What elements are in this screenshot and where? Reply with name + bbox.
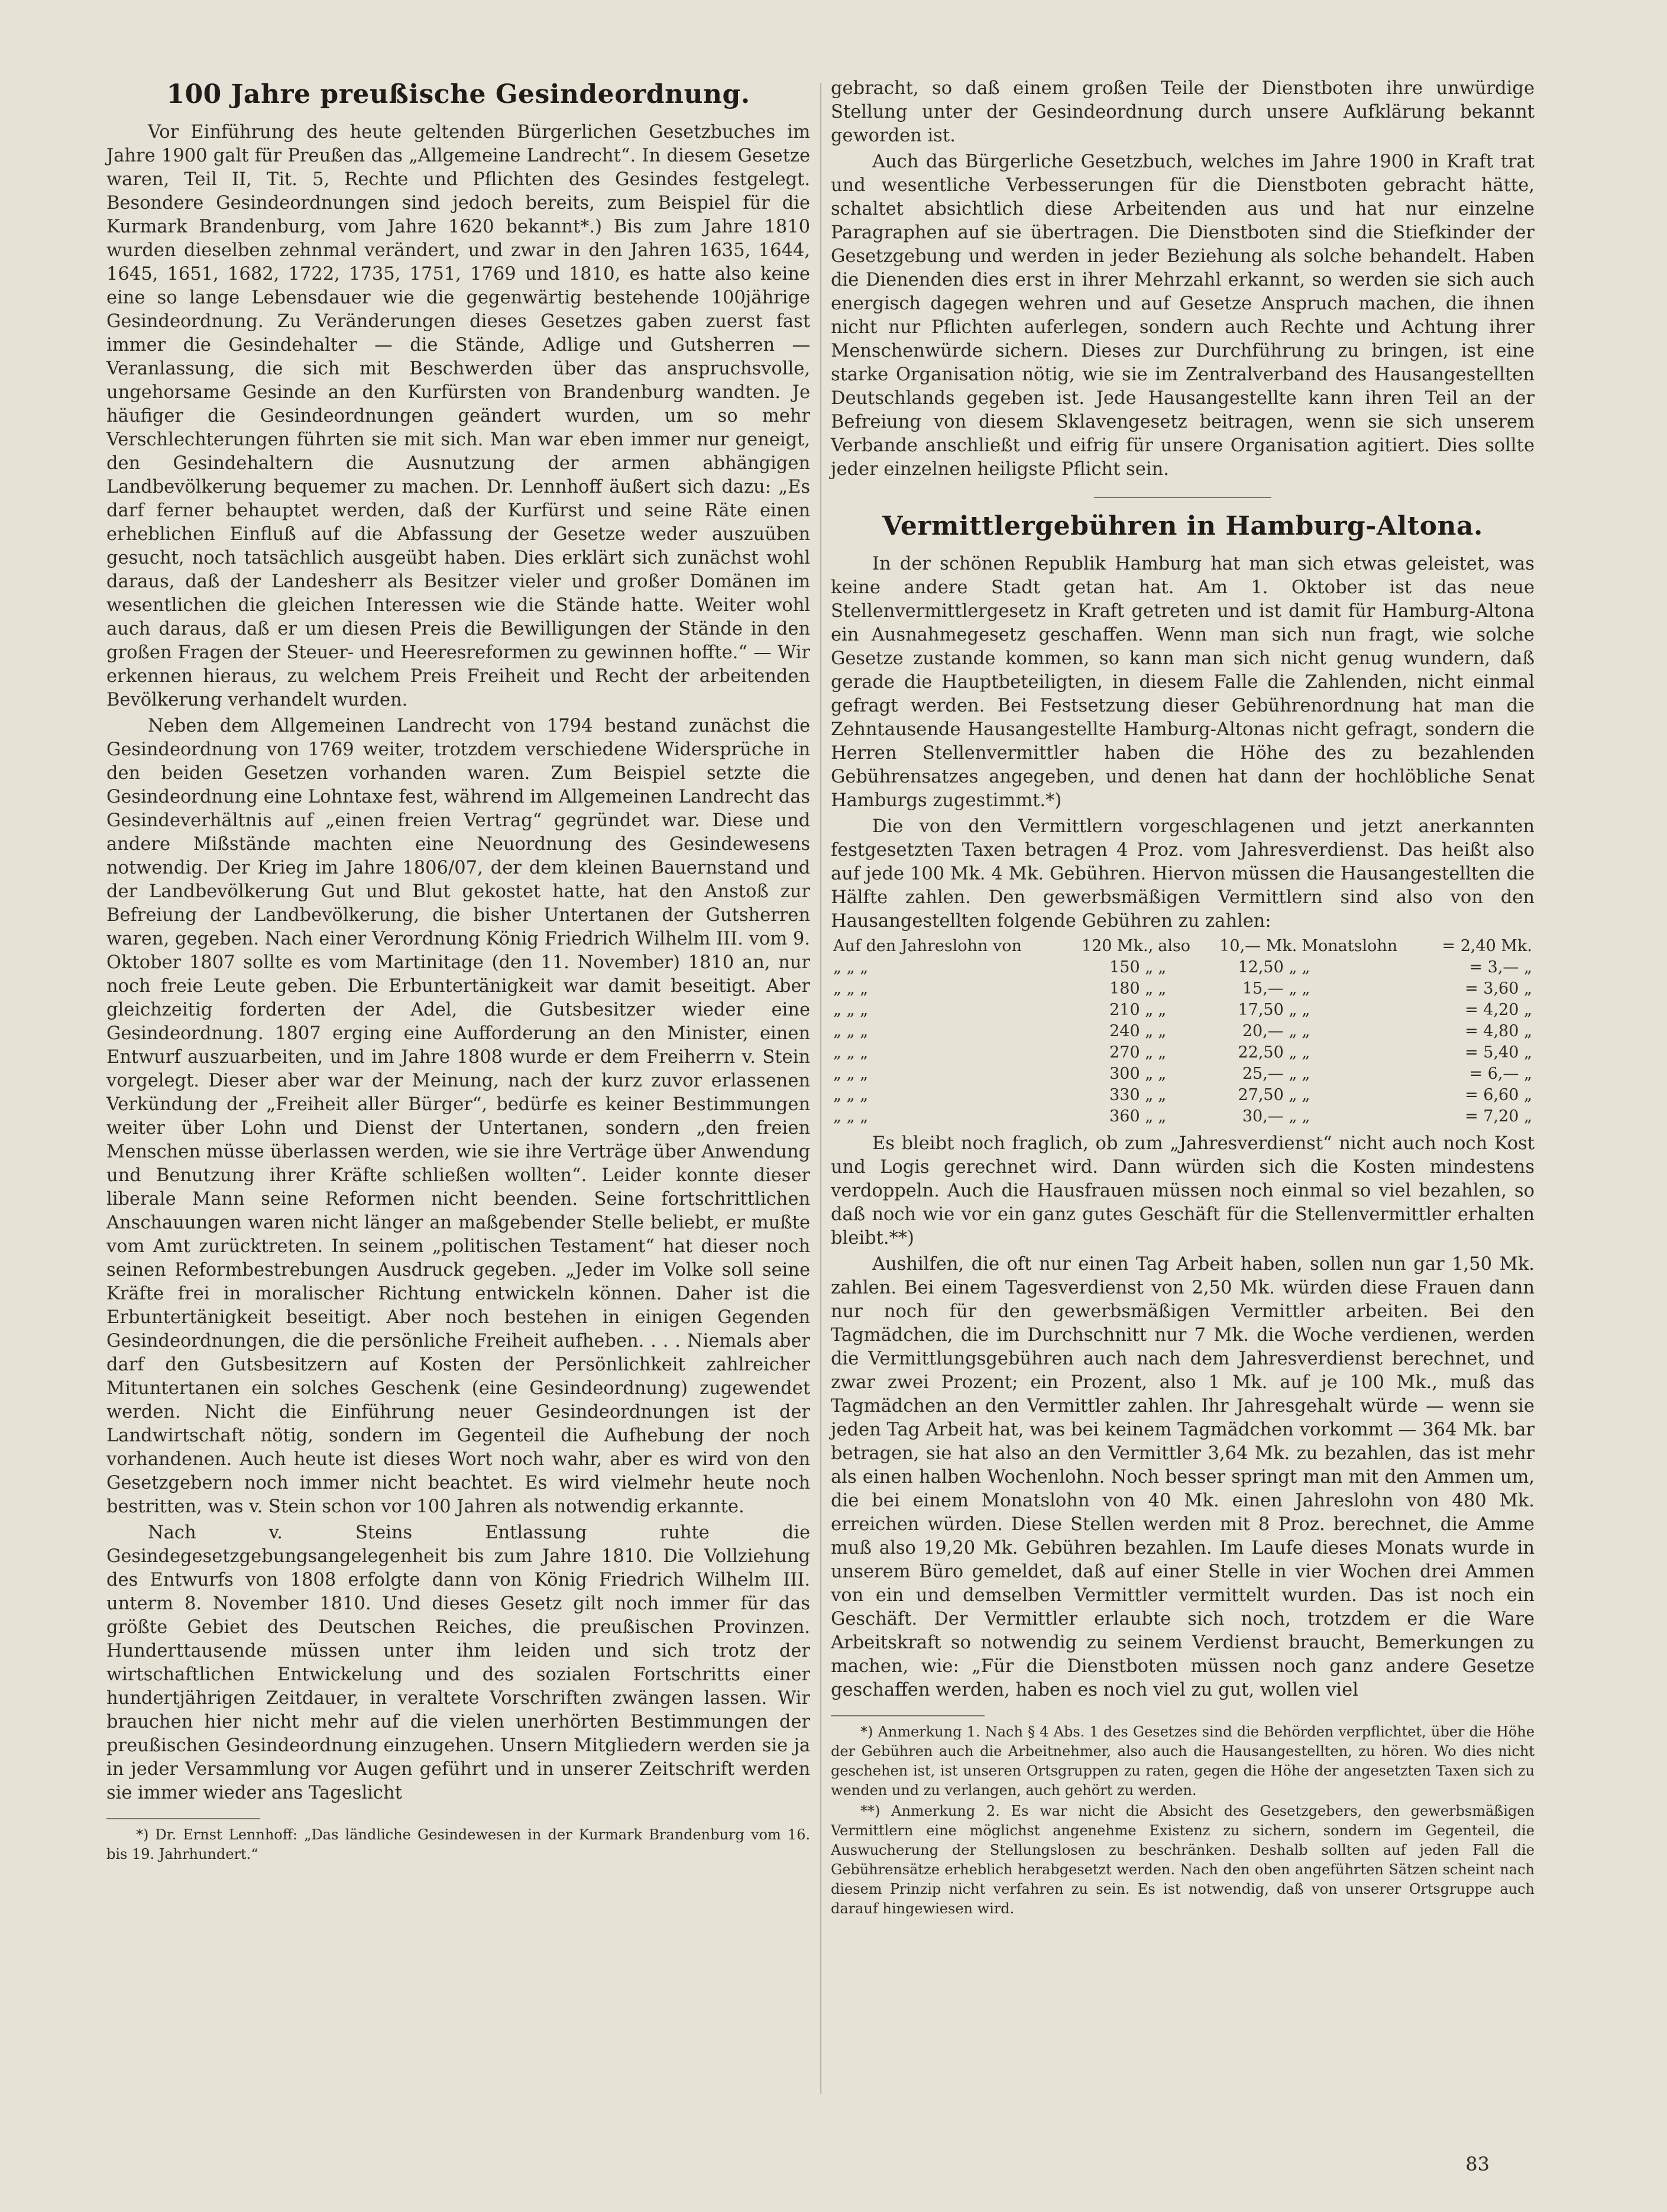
fee-table-cell: 12,50 „ <box>1238 958 1297 976</box>
fee-table-row <box>831 1000 1535 1021</box>
right-paragraph-3: Es bleibt noch fraglich, ob zum „Jahresverdienst“ nicht auch noch Kost und Logis gerechnet wird. Dann würden sich die Kosten mindestens verdoppeln. Auch die Hausfrauen müssen noch einmal so viel bezahlen, so daß noch wie vor ein ganz gutes Geschäft für die Stellenvermittler erhalten bleibt.**) <box>831 1133 1535 1249</box>
fee-table-cell: „ „ „ <box>833 1043 869 1062</box>
left-paragraph-1: Vor Einführung des heute geltenden Bürgerlichen Gesetzbuches im Jahre 1900 galt für Preußen das „Allgemeine Landrecht“. In diesem Gesetze waren, Teil II, Tit. 5, Rechte und Pflichten des Gesindes festgelegt. Besondere Gesindeordnungen sind jedoch bereits, zum Beispiel für die Kurmark Brandenburg, vom Jahre 1620 bekannt*.) Bis zum Jahre 1810 wurden dieselben zehnmal verändert, und zwar in den Jahren 1635, 1644, 1645, 1651, 1682, 1722, 1735, 1751, 1769 und 1810, es hatte also keine eine so lange Lebensdauer wie die gegenwärtig bestehende 100jährige Gesindeordnung. Zu Veränderungen dieses Gesetzes gaben zuerst fast immer die Gesindehalter — die Stände, Adlige und Gutsherren — Veranlassung, die sich mit Beschwerden über das anspruchsvolle, ungehorsame Gesinde an den Kurfürsten von Brandenburg wandten. Je häufiger die Gesindeordnungen geändert wurden, um so mehr Verschlechterungen führten sie mit sich. Man war eben immer nur geneigt, den Gesindehaltern die Ausnutzung der armen abhängigen Landbevölkerung bequemer zu machen. Dr. Lennhoff äußert sich dazu: „Es darf ferner behauptet werden, daß der Kurfürst und seine Räte einen erheblichen Einfluß auf die Abfassung der Gesetze weder auszuüben gesucht, noch tatsächlich ausgeübt haben. Dies erklärt sich zunächst wohl daraus, daß der Landesherr als Besitzer vieler und großer Domänen im wesentlichen die gleichen Interessen wie die Stände hatte. Weiter wohl auch daraus, daß er um diesen Preis die Bewilligungen der Stände in den großen Fragen der Steuer- und Heeresreformen zu gewinnen hoffte.“ — Wir erkennen hieraus, zu welchem Preis Freiheit und Recht der arbeitenden Bevölkerung verhandelt wurden. <box>106 122 810 710</box>
right-continuation-1: gebracht, so daß einem großen Teile der Dienstboten ihre unwürdige Stellung unter der Gesindeordnung durch unsere Aufklärung bekannt geworden ist. <box>831 78 1535 146</box>
fee-header-label: Auf den Jahreslohn von <box>833 937 1022 955</box>
fee-table-row <box>831 978 1535 1000</box>
fee-table-cell: 17,50 „ <box>1238 1001 1297 1019</box>
column-divider <box>820 83 821 2094</box>
fee-table-row <box>831 1085 1535 1106</box>
fee-table-cell: „ „ „ <box>833 1086 869 1104</box>
fee-table-cell: = 4,80 „ <box>1465 1022 1532 1040</box>
fee-table-cell: „ „ „ <box>833 1022 869 1040</box>
fee-header-gebuehr: = 2,40 Mk. <box>1442 937 1532 955</box>
article-title-gesindeordnung: 100 Jahre preußische Gesindeordnung. <box>166 79 750 109</box>
fee-table-cell: 180 „ <box>1109 979 1154 998</box>
fee-table-cell: 240 „ <box>1109 1022 1154 1040</box>
fee-table-row <box>831 1063 1535 1085</box>
fee-table-cell: „ <box>1302 979 1310 998</box>
fee-table-row <box>831 1021 1535 1042</box>
fee-table-cell: „ <box>1158 1022 1167 1040</box>
left-paragraph-2: Neben dem Allgemeinen Landrecht von 1794 bestand zunächst die Gesindeordnung von 1769 weiter, trotzdem verschiedene Widersprüche in den beiden Gesetzen vorhanden waren. Zum Beispiel setzte die Gesindeordnung eine Lohntaxe fest, während im Allgemeinen Landrecht das Gesindeverhältnis auf „einen freien Vertrag“ gegründet war. Diese und andere Mißstände machten eine Neuordnung des Gesindewesens notwendig. Der Krieg im Jahre 1806/07, der dem kleinen Bauernstand und der Landbevölkerung Gut und Blut gekostet hatte, hat den Anstoß zur Befreiung der Landbevölkerung, die bisher Untertanen der Gutsherren waren, gegeben. Nach einer Verordnung König Friedrich Wilhelm III. vom 9. Oktober 1807 sollte es vom Martinitage (den 11. November) 1810 an, nur noch freie Leute geben. Die Erbuntertänigkeit war damit beseitigt. Aber gleichzeitig forderten der Adel, die Gutsbesitzer wieder eine Gesindeordnung. 1807 erging eine Aufforderung an den Minister, einen Entwurf auszuarbeiten, und im Jahre 1808 wurde er dem Freiherrn v. Stein vorgelegt. Dieser aber war der Meinung, nach der kurz zuvor erlassenen Verkündung der „Freiheit aller Bürger“, bedürfe es keiner Bestimmungen weiter über Lohn und Dienst der Untertanen, sondern „den freien Menschen müsse überlassen werden, wie sie ihre Verträge über Anwendung und Benutzung ihrer Kräfte schließen wollten“. Leider konnte dieser liberale Mann seine Reformen nicht beenden. Seine fortschrittlichen Anschauungen waren nicht länger an maßgebender Stelle beliebt, er mußte vom Amt zurücktreten. In seinem „politischen Testament“ hat dieser noch seinen Reformbestrebungen Ausdruck gegeben. „Jeder im Volke soll seine Kräfte frei in moralischer Richtung entwickeln können. Daher ist die Erbuntertänigkeit beseitigt. Aber noch bestehen in einigen Gegenden Gesindeordnungen, die die persönliche Freiheit aufheben. . . . Niemals aber darf den Gutsbesitzern auf Kosten der Persönlichkeit zahlreicher Mituntertanen ein solches Geschenk (eine Gesindeordnung) zugewendet werden. Nicht die Einführung neuer Gesindeordnungen ist der Landwirtschaft nötig, sondern im Gegenteil die Aufhebung der noch vorhandenen. Auch heute ist dieses Wort noch wahr, aber es wird von den Gesetzgebern noch immer nicht beachtet. Es wird vielmehr heute noch bestritten, was v. Stein schon vor 100 Jahren als notwendig erkannte. <box>106 716 810 1517</box>
fee-table-cell: = 6,— „ <box>1469 1065 1532 1083</box>
fee-table-cell: „ <box>1158 1043 1167 1062</box>
right-paragraph-2: Die von den Vermittlern vorgeschlagenen und jetzt anerkannten festgesetzten Taxen betragen 4 Proz. vom Jahresverdienst. Das heißt also auf jede 100 Mk. 4 Mk. Gebühren. Hiervon müssen die Hausangestellten die Hälfte zahlen. Den gewerbsmäßigen Vermittlern sind also von den Hausangestellten folgende Gebühren zu zahlen: <box>831 816 1535 932</box>
article-title-vermittlergebuehren: Vermittlergebühren in Hamburg-Altona. <box>882 511 1483 541</box>
right-continuation-2: Auch das Bürgerliche Gesetzbuch, welches im Jahre 1900 in Kraft trat und wesentliche Verbesserungen für die Dienstboten gebracht hätte, schaltet absichtlich diese Arbeitenden aus und hat nur einzelne Paragraphen auf sie übertragen. Die Dienstboten sind die Stiefkinder der Gesetzgebung und werden in jeder Beziehung als solche behandelt. Haben die Dienenden dies erst in ihrer Mehrzahl erkannt, so werden sie sich auch energisch dagegen wehren und auf Gesetze Anspruch machen, die ihnen nicht nur Pflichten auferlegen, sondern auch Rechte und Achtung ihrer Menschenwürde sichern. Dieses zur Durchführung zu bringen, ist eine starke Organisation nötig, wie sie im Zentralverband des Hausangestellten Deutschlands gegeben ist. Jede Hausangestellte kann ihren Teil an der Befreiung von diesem Sklavengesetz beitragen, wenn sie sich unserem Verbande anschließt und eifrig für unsere Organisation agitiert. Dies sollte jeder einzelnen heiligste Pflicht sein. <box>831 151 1535 480</box>
fee-table-cell: 360 „ <box>1109 1107 1154 1126</box>
footnote-divider-right <box>831 1715 985 1716</box>
fee-table-cell: „ <box>1302 1043 1310 1062</box>
fee-table-cell: „ <box>1302 1001 1310 1019</box>
right-paragraph-4: Aushilfen, die oft nur einen Tag Arbeit haben, sollen nun gar 1,50 Mk. zahlen. Bei einem Tagesverdienst von 2,50 Mk. würden diese Frauen dann nur noch für den gewerbsmäßigen Vermittler arbeiten. Bei den Tagmädchen, die im Durchschnitt nur 7 Mk. die Woche verdienen, werden die Vermittlungsgebühren auch nach dem Jahresverdienst berechnet, und zwar zwei Prozent; ein Prozent, also 1 Mk. auf je 100 Mk., muß das Tagmädchen an den Vermittler zahlen. Ihr Jahresgehalt würde — wenn sie jeden Tag Arbeit hat, was bei keinem Tagmädchen vorkommt — 364 Mk. bar betragen, sie hat also an den Vermittler 3,64 Mk. zu bezahlen, das ist mehr als einen halben Wochenlohn. Noch besser springt man mit den Ammen um, die bei einem Monatslohn von 40 Mk. einen Jahreslohn von 480 Mk. erreichen würden. Diese Stellen werden mit 8 Proz. berechnet, die Amme muß also 19,20 Mk. Gebühren bezahlen. Im Laufe dieses Monats wurde in unserem Büro gemeldet, daß auf einer Stelle in vier Wochen drei Ammen von ein und demselben Vermittler vermittelt wurden. Das ist noch ein Geschäft. Der Vermittler erlaubte sich noch, trotzdem er die Ware Arbeitskraft so notwendig zu seinem Verdienst braucht, Bemerkungen zu machen, wie: „Für die Dienstboten müssen noch ganz andere Gesetze geschaffen werden, haben es noch viel zu gut, wollen viel <box>831 1254 1535 1700</box>
fee-table-cell: „ <box>1302 958 1310 976</box>
fee-table-cell: = 6,60 „ <box>1465 1086 1532 1104</box>
left-footnote: *) Dr. Ernst Lennhoff: „Das ländliche Gesindewesen in der Kurmark Brandenburg vom 16. bis 19. Jahrhundert.“ <box>106 1826 810 1862</box>
fee-table-cell: „ <box>1158 1086 1167 1104</box>
fee-table-cell: 270 „ <box>1109 1043 1154 1062</box>
fee-table-cell: „ „ „ <box>833 1107 869 1126</box>
fee-table-cell: 27,50 „ <box>1238 1086 1297 1104</box>
fee-table-cell: 300 „ <box>1109 1065 1154 1083</box>
fee-header-also: also <box>1158 937 1191 955</box>
right-footnote-1: *) Anmerkung 1. Nach § 4 Abs. 1 des Gesetzes sind die Behörden verpflichtet, über die Höhe der Gebühren auch die Arbeitnehmer, also auch die Hausangestellten, zu hören. Wo dies nicht geschehen ist, ist unseren Ortsgruppen zu raten, gegen die Höhe der angesetzten Taxen sich zu wenden und zu verlangen, auch gehört zu werden. <box>831 1723 1535 1799</box>
fee-table-cell: „ <box>1302 1086 1310 1104</box>
fee-table-cell: = 4,20 „ <box>1465 1001 1532 1019</box>
fee-table-row <box>831 957 1535 978</box>
fee-table-cell: „ <box>1158 958 1167 976</box>
fee-table-cell: „ „ „ <box>833 1065 869 1083</box>
left-paragraph-3: Nach v. Steins Entlassung ruhte die Gesindegesetzgebungsangelegenheit bis zum Jahre 1810. Die Vollziehung des Entwurfs von 1808 erfolgte dann von König Friedrich Wilhelm III. unterm 8. November 1810. Und dieses Gesetz gilt noch immer für das größte Gebiet des Deutschen Reiches, die preußischen Provinzen. Hunderttausende müssen unter ihm leiden und sich trotz der wirtschaftlichen Entwickelung und des sozialen Fortschritts einer hundertjährigen Zeitdauer, in veraltete Vorschriften zwängen lassen. Wir brauchen hier nicht mehr auf die vielen unerhörten Bestimmungen der preußischen Gesindeordnung einzugehen. Unsern Mitgliedern werden sie ja in jeder Versammlung vor Augen geführt und in unserer Zeitschrift werden sie immer wieder ans Tageslicht <box>106 1522 810 1803</box>
fee-table-cell: „ <box>1158 1107 1167 1126</box>
fee-table-cell: „ <box>1158 1001 1167 1019</box>
fee-table-cell: = 5,40 „ <box>1465 1043 1532 1062</box>
fee-table-cell: 150 „ <box>1109 958 1154 976</box>
fee-table-cell: „ <box>1302 1065 1310 1083</box>
fee-table-cell: „ <box>1302 1022 1310 1040</box>
fee-table <box>831 936 1535 1127</box>
right-footnote-2: **) Anmerkung 2. Es war nicht die Absicht des Gesetzgebers, den gewerbsmäßigen Vermittlern eine möglichst angenehme Existenz zu sichern, sondern im Gegenteil, die Auswucherung der Stellungslosen zu beschränken. Deshalb sollten auf jeden Fall die Gebührensätze erheblich herabgesetzt werden. Nach den oben angeführten Sätzen scheint nach diesem Prinzip nicht verfahren zu sein. Es ist notwendig, daß von unserer Ortsgruppe auch darauf hingewiesen wird. <box>831 1803 1535 1917</box>
fee-table-row <box>831 1042 1535 1063</box>
fee-table-cell: „ „ „ <box>833 1001 869 1019</box>
fee-table-cell: 20,— „ <box>1242 1022 1297 1040</box>
fee-header-monat: 10,— Mk. <box>1219 937 1297 955</box>
fee-table-cell: = 3,60 „ <box>1465 979 1532 998</box>
headline-divider <box>1094 497 1271 498</box>
right-column <box>831 77 1535 1920</box>
fee-table-cell: 22,50 „ <box>1238 1043 1297 1062</box>
fee-table-cell: „ „ „ <box>833 958 869 976</box>
fee-table-cell: 25,— „ <box>1242 1065 1297 1083</box>
fee-table-cell: „ <box>1158 979 1167 998</box>
fee-table-cell: 210 „ <box>1109 1001 1154 1019</box>
fee-header-lohn: 120 Mk., <box>1081 937 1154 955</box>
page-number: 83 <box>1465 2153 1490 2175</box>
left-column <box>106 77 810 1865</box>
fee-header-monatslohn: Monatslohn <box>1302 937 1398 955</box>
fee-table-header-row <box>831 936 1535 957</box>
right-paragraph-1: In der schönen Republik Hamburg hat man sich etwas geleistet, was keine andere Stadt getan hat. Am 1. Oktober ist das neue Stellenvermittlergesetz in Kraft getreten und ist damit für Hamburg-Altona ein Ausnahmegesetz geschaffen. Wenn man sich nun fragt, wie solche Gesetze zustande kommen, so kann man sich nicht genug wundern, daß gerade die Hauptbeteiligten, in diesem Falle die Zahlenden, nicht einmal gefragt werden. Bei Festsetzung dieser Gebührenordnung hat man die Zehntausende Hausangestellte Hamburg-Altonas nicht gefragt, sondern die Herren Stellenvermittler haben die Höhe des zu bezahlenden Gebührensatzes angegeben, und denen hat dann der hochlöbliche Senat Hamburgs zugestimmt.*) <box>831 554 1535 811</box>
fee-table-cell: „ „ „ <box>833 979 869 998</box>
fee-table-row <box>831 1106 1535 1127</box>
fee-table-cell: = 7,20 „ <box>1465 1107 1532 1126</box>
fee-table-cell: 30,— „ <box>1242 1107 1297 1126</box>
fee-table-cell: „ <box>1302 1107 1310 1126</box>
fee-table-cell: = 3,— „ <box>1469 958 1532 976</box>
fee-table-cell: 330 „ <box>1109 1086 1154 1104</box>
fee-table-cell: 15,— „ <box>1242 979 1297 998</box>
footnote-divider <box>106 1818 260 1819</box>
fee-table-cell: „ <box>1158 1065 1167 1083</box>
